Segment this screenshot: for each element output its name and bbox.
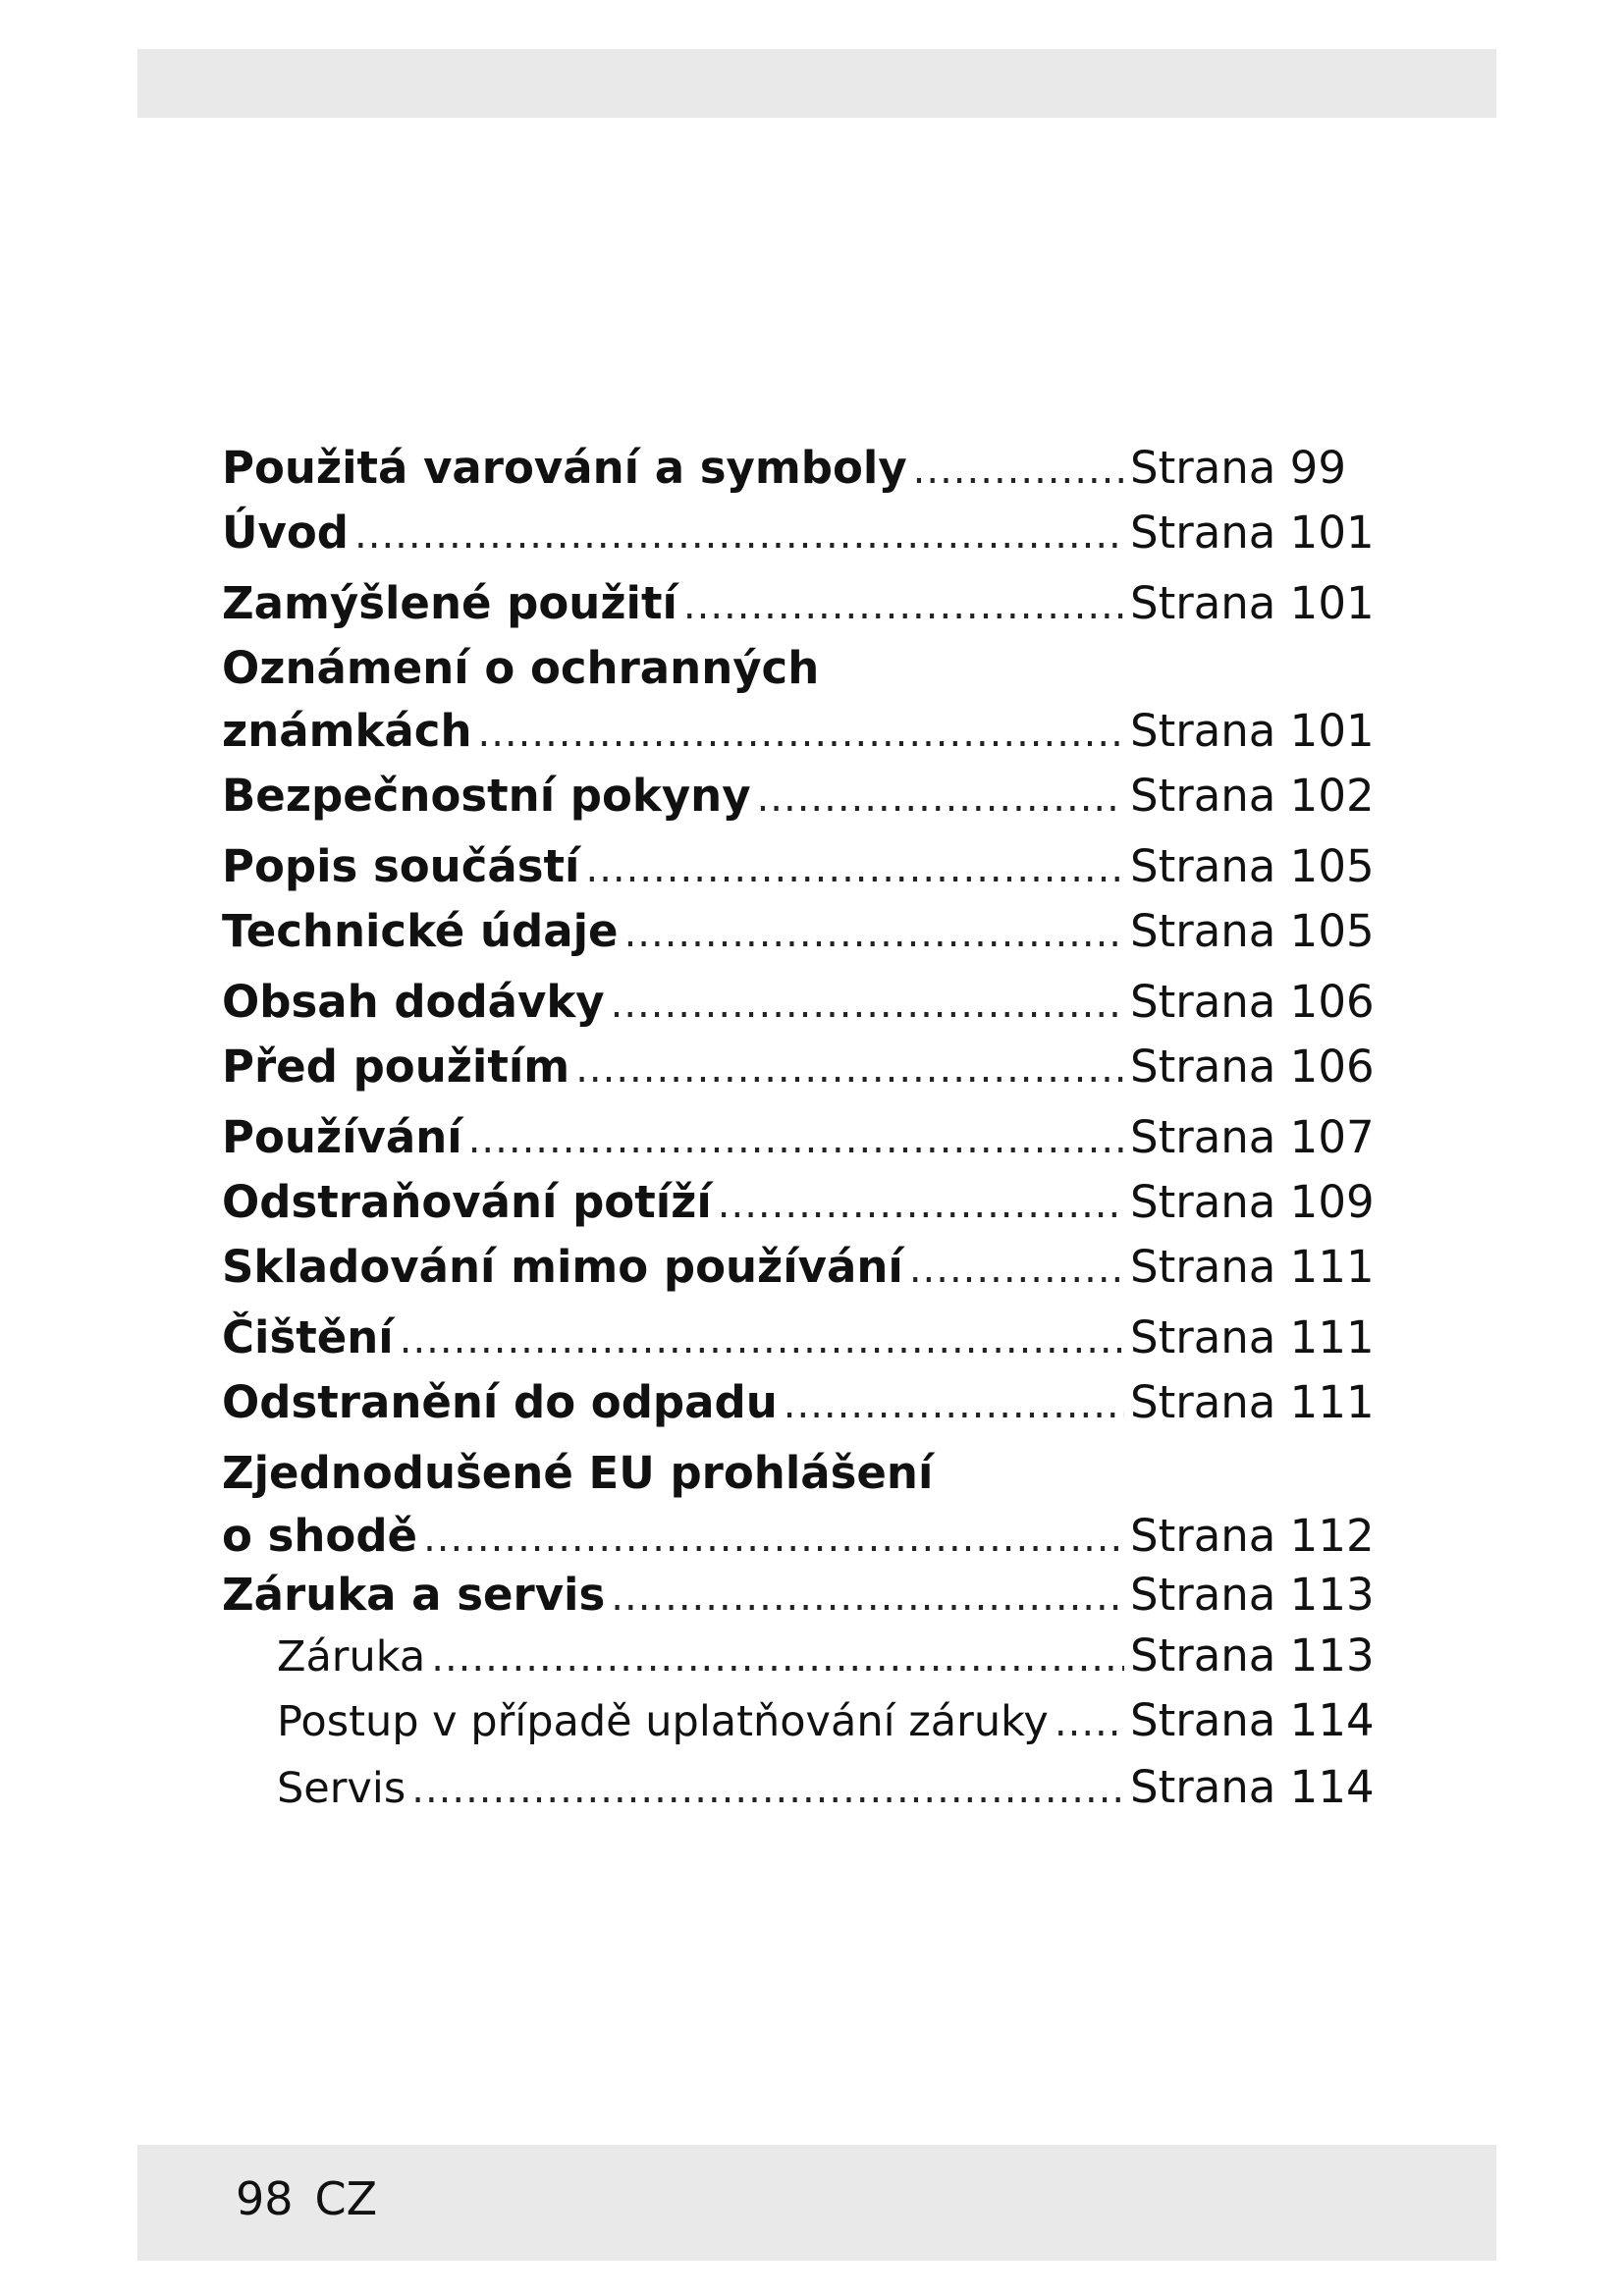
toc-entry-heading: Oznámení o ochranných <box>222 642 820 694</box>
toc-entry[interactable] <box>222 438 1351 499</box>
dot-leader <box>718 1174 1124 1235</box>
dot-leader <box>784 1374 1124 1435</box>
dot-leader <box>757 768 1124 828</box>
toc-entry-title: Bezpečnostní pokyny <box>222 770 751 822</box>
toc-entry-page: Strana 102 <box>1130 770 1375 822</box>
language-code: CZ <box>314 2172 378 2225</box>
toc-entry-page: Strana 105 <box>1130 840 1375 892</box>
toc-entry[interactable] <box>222 1037 1375 1097</box>
toc-entry-title: Záruka a servis <box>222 1569 606 1621</box>
toc-entry-page: Strana 109 <box>1130 1176 1375 1228</box>
toc-entry-title: Odstraňování potíží <box>222 1176 712 1228</box>
dot-leader <box>354 505 1124 565</box>
toc-entry[interactable] <box>222 701 1375 762</box>
toc-entry[interactable] <box>222 901 1375 962</box>
dot-leader <box>431 1628 1124 1688</box>
toc-subentry[interactable] <box>277 1626 1375 1686</box>
toc-entry[interactable] <box>222 766 1375 827</box>
toc-entry-title: Odstranění do odpadu <box>222 1376 778 1428</box>
dot-leader <box>575 1039 1124 1099</box>
toc-entry-page: Strana 113 <box>1130 1629 1375 1682</box>
dot-leader <box>411 1759 1124 1820</box>
toc-entry-page: Strana 111 <box>1130 1241 1375 1293</box>
dot-leader <box>423 1508 1124 1569</box>
dot-leader <box>468 1109 1124 1170</box>
toc-entry-page: Strana 99 <box>1130 442 1346 494</box>
toc-entry-title: Technické údaje <box>222 905 619 957</box>
toc-entry-page: Strana 101 <box>1130 507 1375 559</box>
toc-entry-title: Čištění <box>222 1311 394 1363</box>
toc-entry[interactable] <box>222 1506 1375 1567</box>
toc-entry[interactable] <box>222 1172 1375 1233</box>
dot-leader <box>683 575 1124 636</box>
dot-leader <box>913 440 1124 501</box>
page-footer <box>236 2169 377 2228</box>
dot-leader <box>624 903 1124 964</box>
header-band <box>137 49 1496 118</box>
toc-entry-title: Před použitím <box>222 1041 570 1093</box>
toc-entry-page: Strana 113 <box>1130 1569 1375 1621</box>
toc-subentry[interactable] <box>277 1690 1375 1751</box>
toc-entry-title: známkách <box>222 705 472 757</box>
toc-entry[interactable] <box>222 972 1375 1033</box>
toc-entry[interactable] <box>222 503 1375 563</box>
toc-entry-page: Strana 112 <box>1130 1510 1375 1562</box>
toc-entry-page: Strana 101 <box>1130 705 1375 757</box>
toc-entry-title: Úvod <box>222 507 350 559</box>
toc-entry-title: Obsah dodávky <box>222 976 605 1028</box>
toc-entry-title: Použitá varování a symboly <box>222 442 907 494</box>
toc-entry-page: Strana 114 <box>1130 1694 1375 1746</box>
dot-leader <box>611 974 1124 1035</box>
toc-entry-page: Strana 105 <box>1130 905 1375 957</box>
toc-entry[interactable] <box>222 836 1375 897</box>
toc-entry-page: Strana 111 <box>1130 1376 1375 1428</box>
dot-leader <box>400 1309 1124 1370</box>
toc-entry-page: Strana 114 <box>1130 1761 1375 1813</box>
toc-entry[interactable] <box>222 573 1375 634</box>
toc-entry-title: Používání <box>222 1111 462 1163</box>
toc-entry-title: Servis <box>277 1764 406 1813</box>
dot-leader <box>1055 1692 1124 1753</box>
toc-entry[interactable] <box>222 1237 1375 1298</box>
page-number: 98 <box>236 2172 294 2225</box>
dot-leader <box>611 1567 1124 1628</box>
toc-entry-page: Strana 101 <box>1130 577 1375 629</box>
toc-entry-title: Záruka <box>277 1632 426 1682</box>
toc-entry-page: Strana 111 <box>1130 1311 1375 1363</box>
toc-entry-page: Strana 106 <box>1130 976 1375 1028</box>
toc-entry-heading: Zjednodušené EU prohlášení <box>222 1447 934 1499</box>
dot-leader <box>585 838 1124 899</box>
dot-leader <box>909 1239 1124 1300</box>
toc-entry[interactable] <box>222 1565 1375 1626</box>
toc-entry[interactable] <box>222 1308 1375 1368</box>
toc-entry-title: Popis součástí <box>222 840 580 892</box>
toc-entry-title: Postup v případě uplatňování záruky <box>277 1697 1049 1746</box>
toc-entry-page: Strana 107 <box>1130 1111 1375 1163</box>
toc-subentry[interactable] <box>277 1757 1375 1818</box>
toc-entry-title: Skladování mimo používání <box>222 1241 903 1293</box>
toc-entry[interactable] <box>222 1107 1375 1168</box>
dot-leader <box>478 703 1125 764</box>
toc-entry-page: Strana 106 <box>1130 1041 1375 1093</box>
toc-entry-title: o shodě <box>222 1510 418 1562</box>
toc-entry-title: Zamýšlené použití <box>222 577 677 629</box>
toc-entry[interactable] <box>222 1372 1375 1433</box>
